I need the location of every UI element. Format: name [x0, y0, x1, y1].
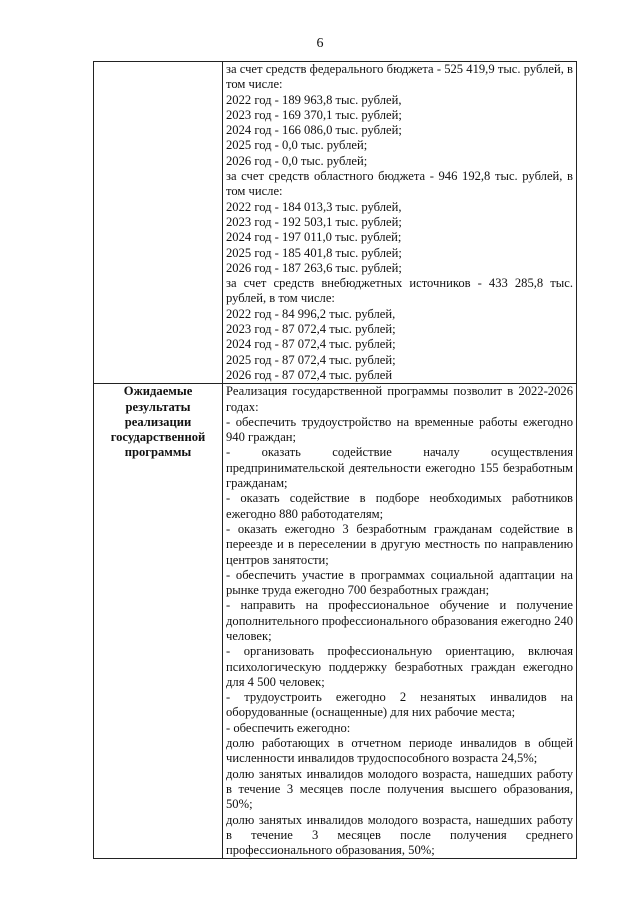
- page-number: 6: [316, 36, 324, 51]
- result-item: - оказать содействие началу осуществления предпринимательской деятельности ежегодно 155 безработным гражданам;: [226, 445, 573, 491]
- regional-year-2025: 2025 год - 185 401,8 тыс. рублей;: [226, 245, 402, 260]
- result-item: - обеспечить трудоустройство на временные работы ежегодно 940 граждан;: [226, 414, 573, 445]
- federal-year-2023: 2023 год - 169 370,1 тыс. рублей;: [226, 107, 402, 122]
- regional-year-2026: 2026 год - 187 263,6 тыс. рублей;: [226, 260, 402, 275]
- regional-budget-header: за счет средств областного бюджета - 946 192,8 тыс. рублей, в том числе:: [226, 169, 573, 199]
- financing-cell: [223, 62, 577, 384]
- result-item: - направить на профессиональное обучение и получение дополнительного профессионального образования ежегодно 240 человек;: [226, 598, 573, 643]
- result-sub-item: долю занятых инвалидов молодого возраста, нашедших работу в течение 3 месяцев после получения высшего образования, 50%;: [226, 766, 573, 812]
- regional-year-2022: 2022 год - 184 013,3 тыс. рублей,: [226, 199, 402, 214]
- extra-year-2025: 2025 год - 87 072,4 тыс. рублей;: [226, 352, 396, 367]
- result-item: - оказать ежегодно 3 безработным гражданам содействие в переезде и в переселении в другую местность по направлению центров занятости;: [226, 521, 573, 567]
- results-row: [94, 384, 577, 859]
- result-item: - трудоустроить ежегодно 2 незанятых инвалидов на оборудованные (оснащенные) для них рабочие места;: [226, 690, 573, 720]
- federal-year-2026: 2026 год - 0,0 тыс. рублей;: [226, 153, 368, 168]
- federal-year-2025: 2025 год - 0,0 тыс. рублей;: [226, 138, 368, 153]
- extra-year-2026: 2026 год - 87 072,4 тыс. рублей: [226, 367, 393, 382]
- extra-year-2022: 2022 год - 84 996,2 тыс. рублей,: [226, 306, 396, 321]
- result-item: - организовать профессиональную ориентацию, включая психологическую поддержку безработных граждан ежегодно для 4 500 человек;: [226, 644, 573, 689]
- extra-year-2024: 2024 год - 87 072,4 тыс. рублей;: [226, 337, 396, 352]
- financing-row: [94, 62, 577, 384]
- federal-year-2024: 2024 год - 166 086,0 тыс. рублей;: [226, 123, 402, 138]
- federal-budget-header: за счет средств федерального бюджета - 525 419,9 тыс. рублей, в том числе:: [226, 62, 573, 92]
- result-item: - обеспечить участие в программах социальной адаптации на рынке труда ежегодно 700 безработных граждан;: [226, 567, 573, 598]
- result-sub-item: долю работающих в отчетном периоде инвалидов в общей численности инвалидов трудоспособного возраста 24,5%;: [226, 736, 573, 766]
- extrabudgetary-header: за счет средств внебюджетных источников - 433 285,8 тыс. рублей, в том числе:: [226, 276, 573, 306]
- results-label: Ожидаемые результаты реализации государственной программы: [94, 384, 223, 859]
- result-sub-item: долю занятых инвалидов молодого возраста, нашедших работу в течение 3 месяцев после получения среднего профессионального образования, 50%;: [226, 812, 573, 858]
- results-cell: [223, 384, 577, 859]
- program-passport-table: [93, 61, 577, 859]
- extra-year-2023: 2023 год - 87 072,4 тыс. рублей;: [226, 322, 396, 337]
- result-item: - обеспечить ежегодно:: [226, 720, 351, 735]
- regional-year-2024: 2024 год - 197 011,0 тыс. рублей;: [226, 230, 402, 245]
- results-intro: Реализация государственной программы позволит в 2022-2026 годах:: [226, 384, 573, 414]
- federal-year-2022: 2022 год - 189 963,8 тыс. рублей,: [226, 92, 402, 107]
- result-item: - оказать содействие в подборе необходимых работников ежегодно 880 работодателям;: [226, 491, 573, 521]
- regional-year-2023: 2023 год - 192 503,1 тыс. рублей;: [226, 214, 402, 229]
- financing-label-cell: [94, 62, 223, 384]
